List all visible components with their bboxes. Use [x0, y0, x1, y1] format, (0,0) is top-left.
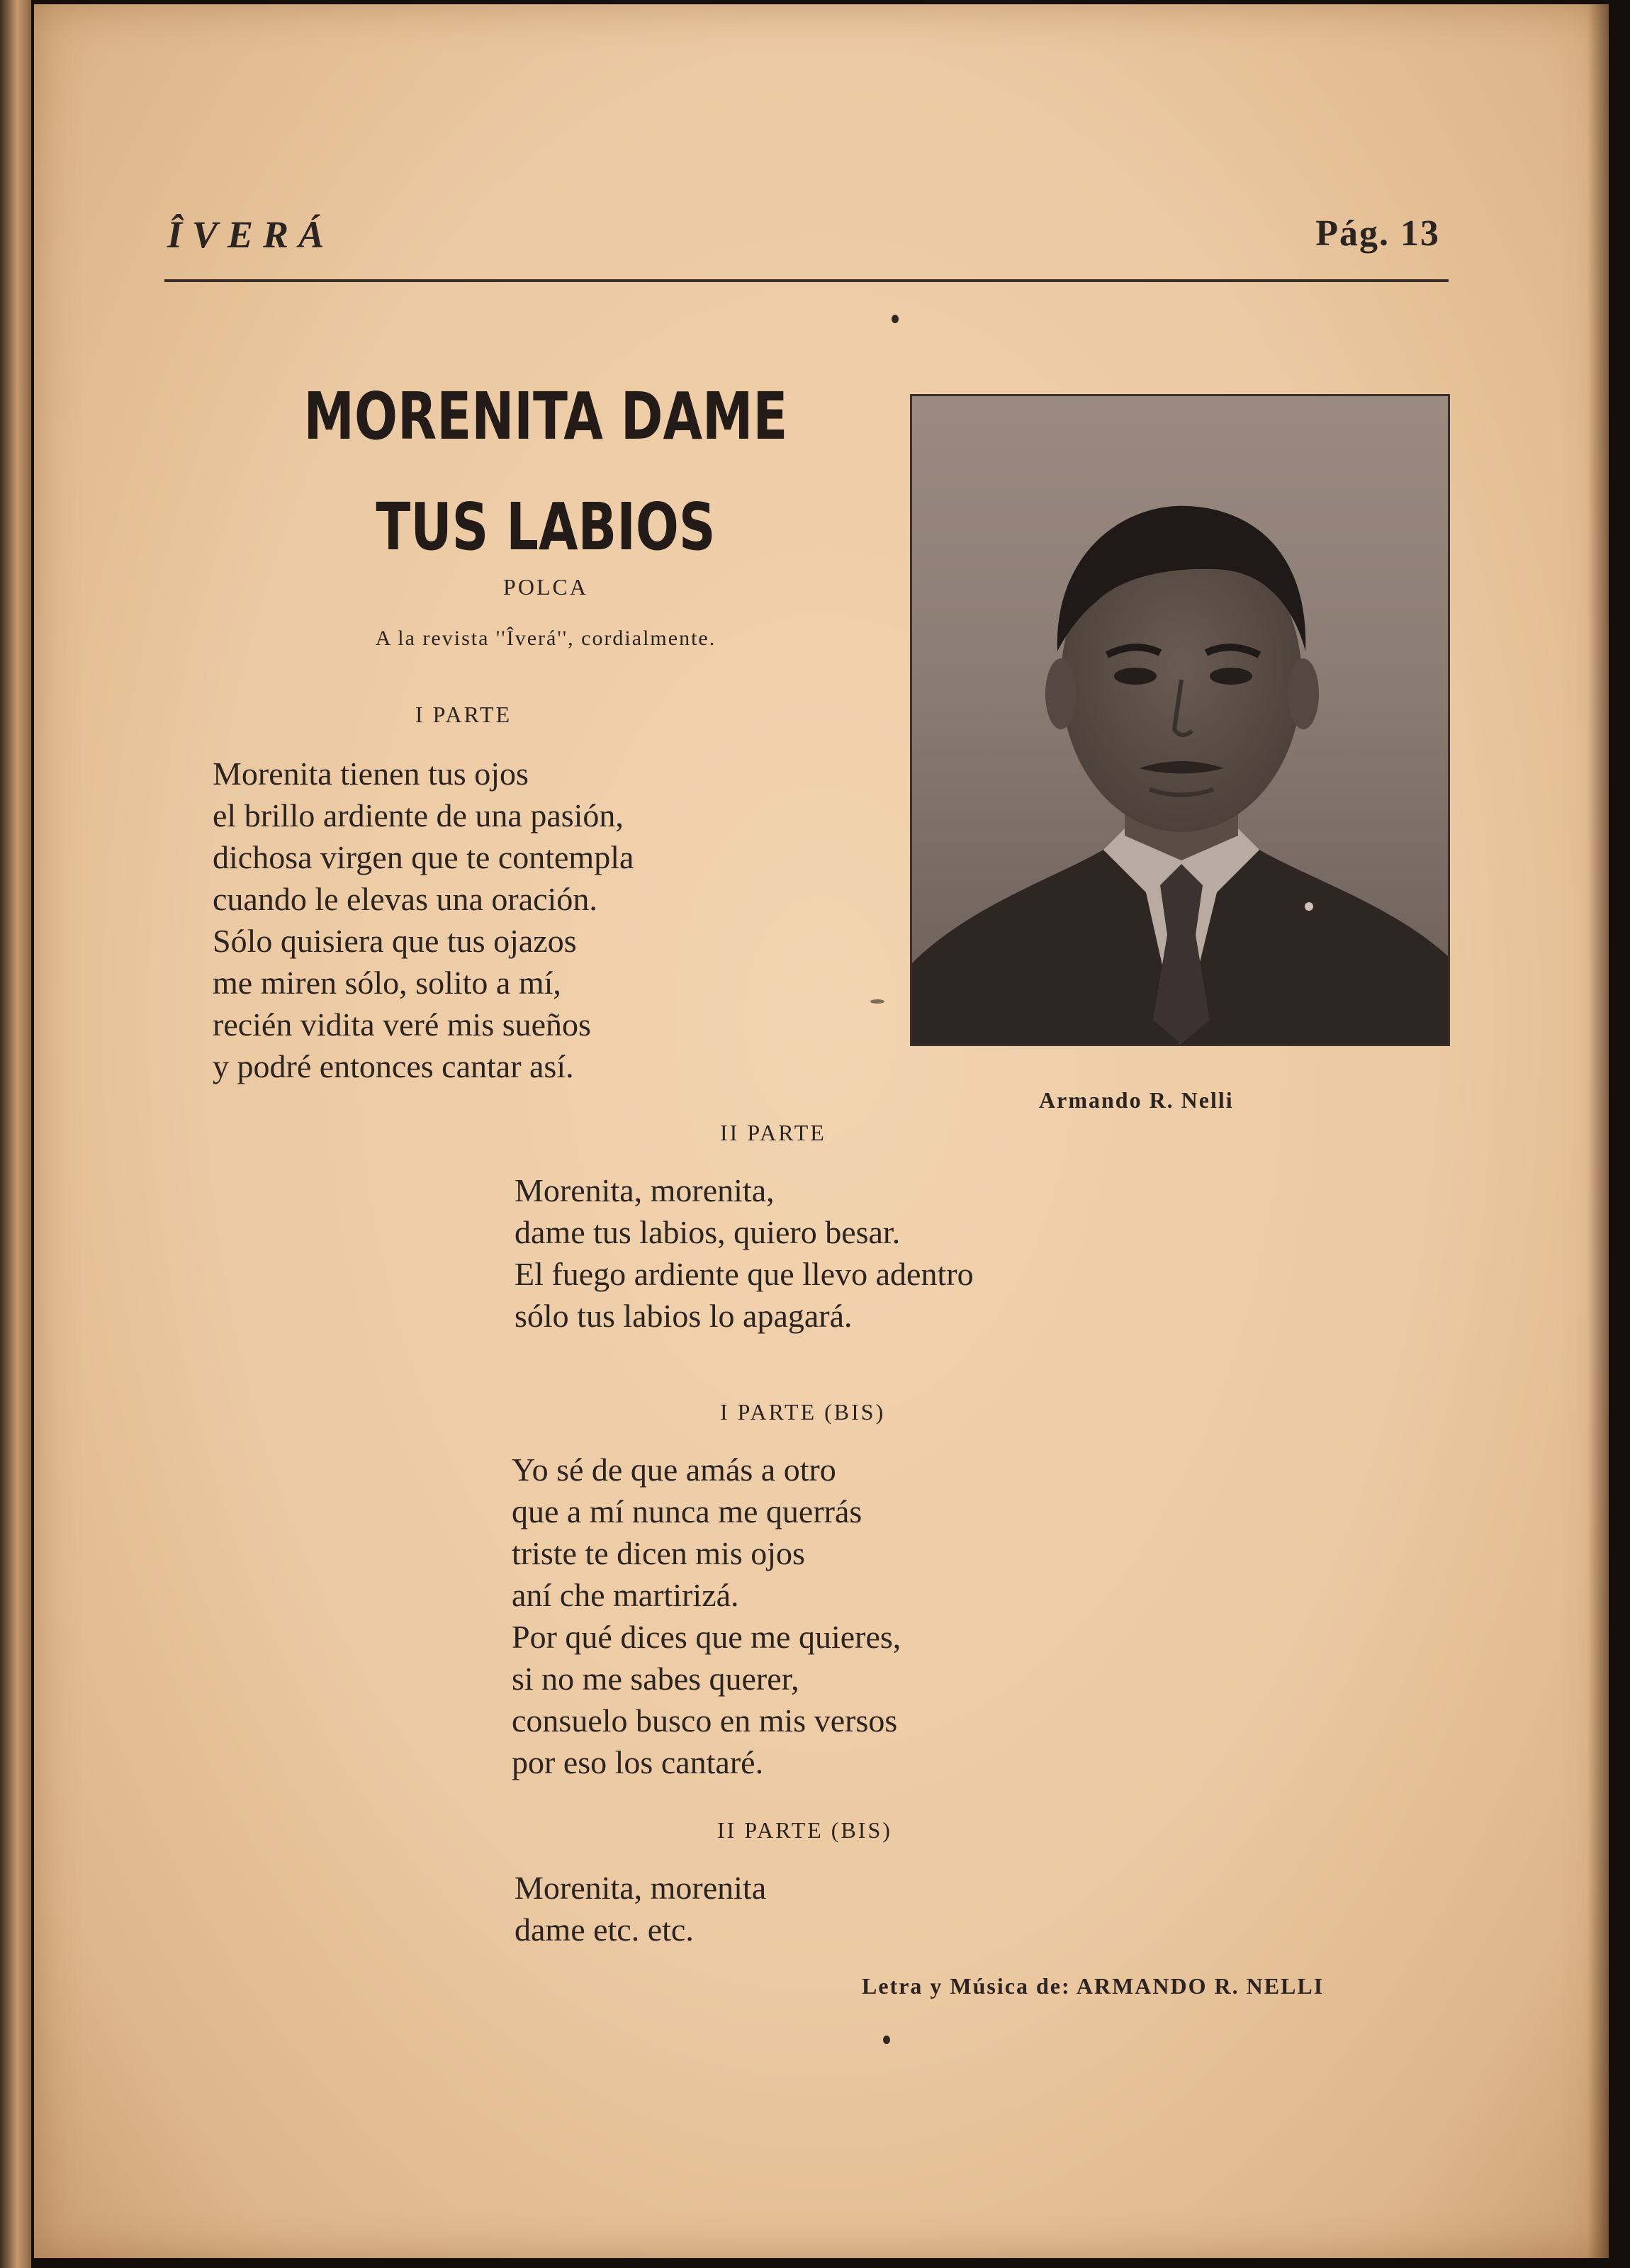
section-label-3: I PARTE (BIS): [720, 1399, 886, 1425]
portrait-illustration: [912, 396, 1448, 1044]
verse-line: dame tus labios, quiero besar.: [515, 1214, 901, 1250]
portrait-photo: [910, 394, 1450, 1046]
section-label-1: I PARTE: [415, 702, 512, 727]
print-speck: [883, 2036, 890, 2044]
verse-2: [515, 1169, 974, 1337]
previous-page-edge: [0, 0, 31, 2268]
verse-line: Sólo quisiera que tus ojazos: [213, 923, 577, 959]
dedication: A la revista ''Îverá'', cordialmente.: [375, 627, 716, 650]
section-label-4: II PARTE (BIS): [717, 1817, 892, 1843]
verse-line: recién vidita veré mis sueños: [213, 1006, 591, 1043]
page-shadow-edge: [1587, 4, 1609, 2258]
song-title-line-1: MORENITA DAME: [303, 378, 788, 454]
verse-line: aní che martirizá.: [512, 1577, 739, 1613]
verse-line: Yo sé de que amás a otro: [512, 1452, 836, 1488]
verse-line: dichosa virgen que te contempla: [213, 839, 634, 875]
verse-line: por eso los cantaré.: [512, 1744, 764, 1780]
verse-4: [515, 1867, 766, 1950]
verse-line: dame etc. etc.: [515, 1911, 694, 1948]
verse-line: cuando le elevas una oración.: [213, 881, 597, 917]
page-number: Pág. 13: [1315, 213, 1440, 254]
verse-3: [512, 1449, 901, 1783]
song-title: [286, 361, 805, 583]
verse-line: me miren sólo, solito a mí,: [213, 965, 561, 1001]
verse-line: Morenita, morenita: [515, 1870, 767, 1906]
print-speck: [892, 315, 899, 323]
section-label-2: II PARTE: [720, 1120, 826, 1145]
verse-line: Por qué dices que me quieres,: [512, 1619, 901, 1655]
photo-caption: Armando R. Nelli: [1039, 1087, 1234, 1113]
verse-line: triste te dicen mis ojos: [512, 1535, 805, 1571]
song-genre: POLCA: [503, 574, 588, 600]
verse-line: que a mí nunca me querrás: [512, 1493, 862, 1529]
header-rule: [164, 279, 1449, 282]
verse-line: si no me sabes querer,: [512, 1661, 799, 1697]
verse-line: sólo tus labios lo apagará.: [515, 1298, 853, 1334]
author-credit: Letra y Música de: ARMANDO R. NELLI: [862, 1973, 1325, 1999]
verse-line: el brillo ardiente de una pasión,: [213, 797, 624, 833]
verse-line: y podré entonces cantar así.: [213, 1048, 574, 1084]
verse-line: consuelo busco en mis versos: [512, 1702, 898, 1739]
verse-line: El fuego ardiente que llevo adentro: [515, 1256, 974, 1292]
publication-name: ÎVERÁ: [167, 213, 335, 256]
song-title-line-2: TUS LABIOS: [376, 489, 716, 565]
verse-1: [213, 753, 634, 1087]
print-speck: [870, 999, 884, 1004]
verse-line: Morenita, morenita,: [515, 1172, 775, 1208]
verse-line: Morenita tienen tus ojos: [213, 756, 529, 792]
